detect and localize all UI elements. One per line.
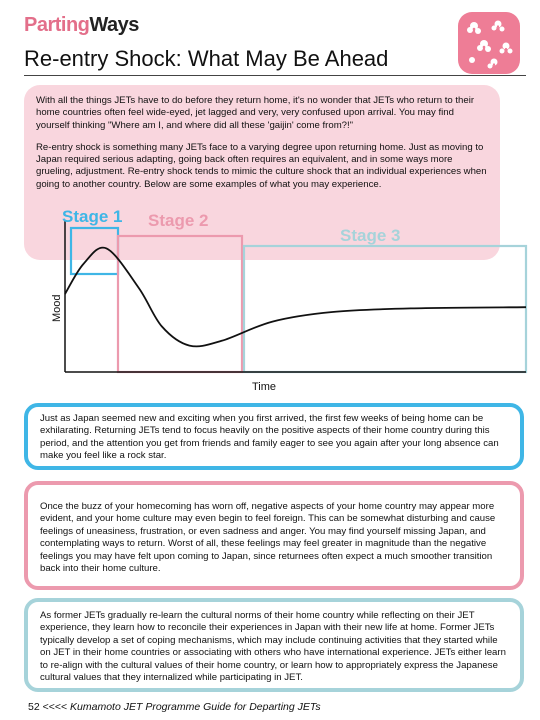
mood-curve: [65, 248, 526, 347]
stage-1-label: Stage 1: [62, 207, 123, 226]
stage-3-box: [24, 598, 524, 692]
page-title: Re-entry Shock: What May Be Ahead: [24, 46, 389, 71]
guide-title: Kumamoto JET Programme Guide for Departing JETs: [70, 701, 321, 713]
footer: [28, 701, 321, 713]
page-number: 52 <<<<: [28, 701, 68, 713]
intro-paragraph-1: With all the things JETs have to do before they return home, it's no wonder that JETs who return to their home countries often feel wide-eyed, jet lagged and very, very confused upon arrival. You may find yourself thinking "Where am I, and where did all these 'gaijin' come from?!": [36, 95, 475, 131]
y-axis-label: Mood: [51, 294, 63, 322]
stage-2-frame: [118, 236, 242, 372]
sakura-flower-icon: [458, 12, 520, 74]
x-axis-label: Time: [252, 381, 277, 393]
reentry-curve-chart: [0, 200, 540, 400]
stage-2-box: [24, 481, 524, 590]
stage-3-text: As former JETs gradually re-learn the cultural norms of their home country while reflecting on their JET experience, they learn how to reconcile their experiences in Japan with their new life at home. Former JETs typically develop a set of coping mechanisms, which may include continuing activities that they started while on JET in their home countries or associating with others who have international experience. JETs either learn to re-align with the cultural values of their home country, or learn how to appropriately express the Japanese cultural values that they internalized while participating in JET.: [40, 610, 506, 684]
stage-2-text: Once the buzz of your homecoming has worn off, negative aspects of your home country may appear more evident, and your home culture may even begin to feel foreign. This can be somewhat disturbing and cause feelings of uneasiness, frustration, or even sadness and anger. You may find yourself missing Japan, and contemplating ways to return. Worst of all, these feelings may feel greater in magnitude than the negative feelings you may have felt upon coming to Japan, since returnees often expect a much smoother transition back into their home culture.: [40, 501, 496, 575]
brand-part-2: Ways: [89, 14, 139, 36]
title-divider: [24, 75, 526, 76]
brand-logo: [24, 14, 139, 37]
intro-paragraph-2: Re-entry shock is something many JETs face to a varying degree upon returning home. Just as moving to Japan required serious adapting, going back often requires an equivalent, and in some ways more grueling, adjustment. Re-entry shock tends to mimic the culture shock that an individual experiences when going to another country. Below are some examples of what you may experience.: [36, 141, 487, 190]
stage-1-text: Just as Japan seemed new and exciting when you first arrived, the first few weeks of being home can be exhilarating. Returning JETs tend to focus heavily on the positive aspects of their home country during this period, and the attention you get from friends and family eager to see you again after your long absence can make you feel like a rock star.: [40, 413, 499, 462]
stage-2-label: Stage 2: [148, 211, 209, 230]
brand-part-1: Parting: [24, 14, 90, 36]
stage-3-label: Stage 3: [340, 226, 401, 245]
stage-1-box: [24, 403, 524, 470]
